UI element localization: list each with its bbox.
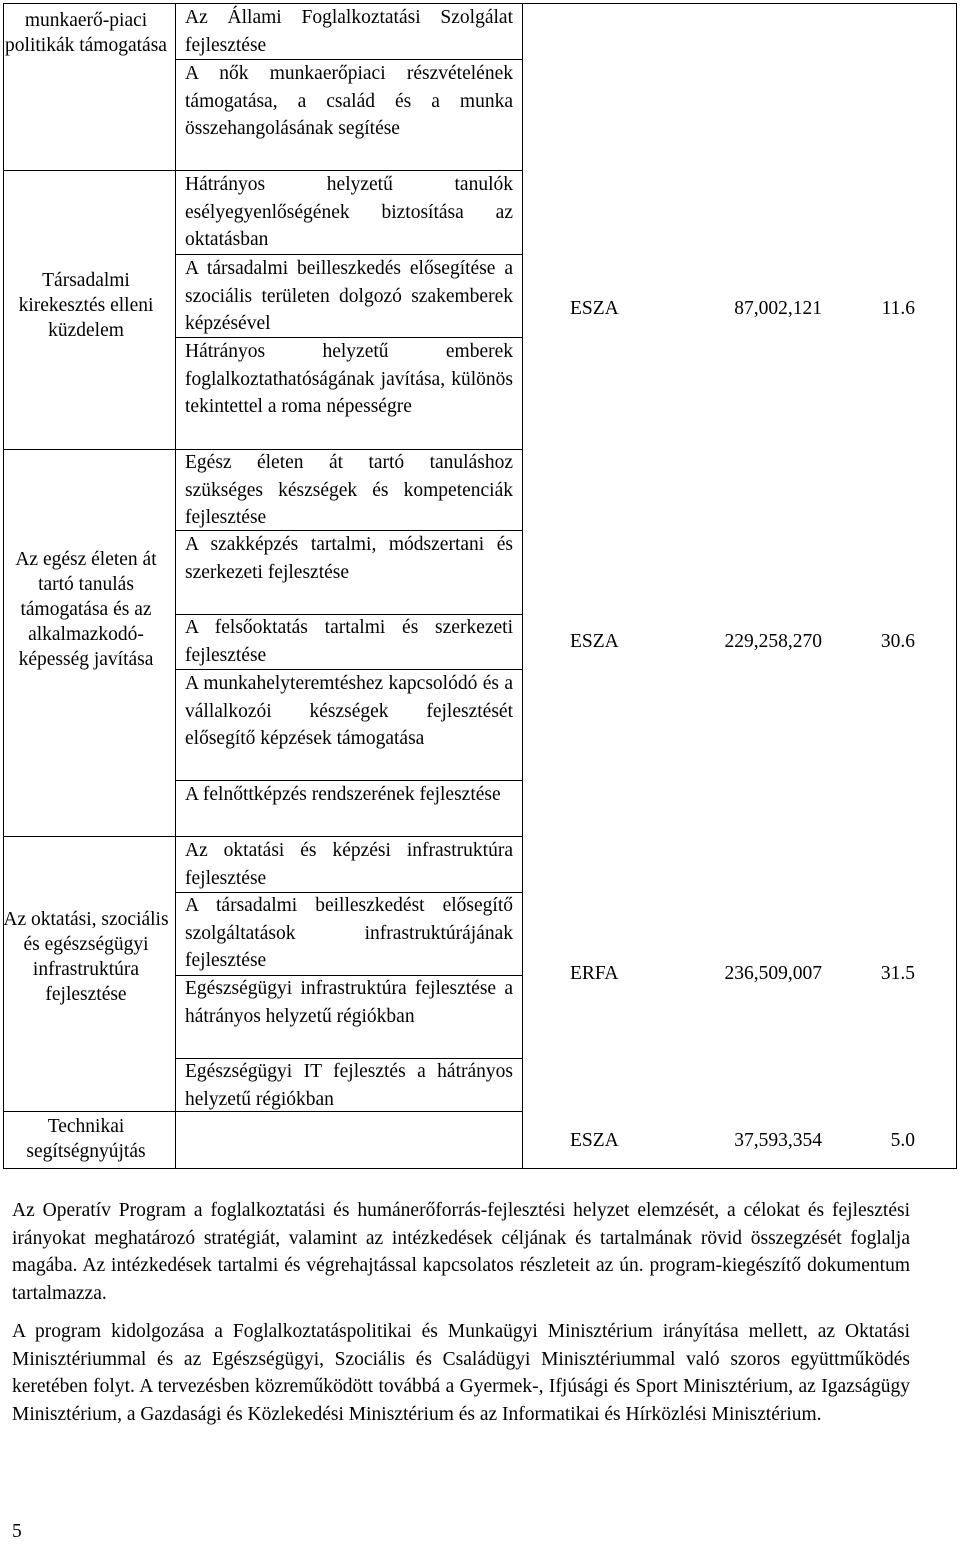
measure-cell: Az oktatási és képzési infrastruktúra fejlesztése	[185, 840, 513, 889]
measure-cell: A felsőoktatás tartalmi és szerkezeti fejlesztése	[185, 617, 513, 666]
priority-divider	[3, 170, 175, 171]
priority-cell: Az oktatási, szociális és egészségügyi infrastruktúra fejlesztése	[3, 909, 169, 1005]
measure-cell: A szakképzés tartalmi, módszertani és szerkezeti fejlesztése	[185, 534, 513, 583]
priority-divider	[3, 1111, 175, 1112]
fund-share: 30.6	[880, 631, 915, 652]
page-number: 5	[12, 1521, 22, 1542]
measure-cell: Az Állami Foglalkoztatási Szolgálat fejlesztése	[185, 7, 513, 56]
priority-divider	[3, 836, 175, 837]
fund-share: 31.5	[880, 963, 915, 984]
fund-amount: 37,593,354	[734, 1130, 822, 1151]
fund-amount: 236,509,007	[724, 963, 822, 984]
priority-cell: Társadalmi kirekesztés elleni küzdelem	[18, 270, 154, 341]
measure-cell: A nők munkaerőpiaci részvételének támogatása, a család és a munka összehangolásának segítése	[185, 63, 513, 139]
column-divider-1	[175, 3, 176, 1169]
body-paragraph: A program kidolgozása a Foglalkoztatáspolitikai és Munkaügyi Minisztérium irányítása mellett, az Oktatási Minisztériummal és az Egészségügyi, Szociális és Családügyi Minisztériummal való szoros együttműködés keretében folyt. A tervezésben közreműködött továbbá a Gyermek-, Ifjúsági és Sport Minisztérium, az Igazságügy Minisztérium, a Gazdasági és Közlekedési Minisztérium és az Informatikai és Hírközlési Minisztérium.	[12, 1321, 910, 1425]
measure-cell: Egészségügyi IT fejlesztés a hátrányos helyzetű régiókban	[185, 1061, 513, 1110]
priority-cell: Technikai segítségnyújtás	[26, 1116, 146, 1162]
fund-name: ESZA	[570, 298, 619, 319]
measure-cell: A felnőttképzés rendszerének fejlesztése	[185, 784, 501, 805]
fund-amount: 229,258,270	[724, 631, 822, 652]
fund-share: 5.0	[890, 1130, 915, 1151]
fund-amount: 87,002,121	[734, 298, 822, 319]
body-paragraph: Az Operatív Program a foglalkoztatási és humánerőforrás-fejlesztési helyzet elemzését, a célokat és fejlesztési irányokat meghatározó stratégiát, valamint az intézkedések céljának és tartalmának rövid összegzését foglalja magába. Az intézkedések tartalmi és végrehajtással kapcsolatos részleteit az ún. program-kiegészítő dokumentum tartalmazza.	[12, 1200, 910, 1304]
measure-cell: Hátrányos helyzetű emberek foglalkoztathatóságának javítása, különös tekintettel a roma népességre	[185, 341, 513, 417]
measure-cell: A társadalmi beilleszkedést elősegítő szolgáltatások infrastruktúrájának fejlesztése	[185, 895, 513, 971]
measure-cell: Hátrányos helyzetű tanulók esélyegyenlőségének biztosítása az oktatásban	[185, 174, 513, 250]
measure-cell: A társadalmi beilleszkedés elősegítése a szociális területen dolgozó szakemberek képzésével	[185, 258, 513, 334]
fund-name: ESZA	[570, 631, 619, 652]
fund-name: ERFA	[570, 963, 619, 984]
fund-name: ESZA	[570, 1130, 619, 1151]
table-bottom-border	[3, 1168, 957, 1169]
priority-cell: Az egész életen át tartó tanulás támogatása és az alkalmazkodó-képesség javítása	[15, 549, 157, 670]
measure-cell: Egész életen át tartó tanuláshoz szükséges készségek és kompetenciák fejlesztése	[185, 452, 513, 528]
priority-cell: munkaerő-piaci politikák támogatása	[5, 10, 167, 56]
table-right-border	[956, 3, 957, 1169]
measure-cell: Egészségügyi infrastruktúra fejlesztése a hátrányos helyzetű régiókban	[185, 978, 513, 1027]
measure-cell: A munkahelyteremtéshez kapcsolódó és a vállalkozói készségek fejlesztését elősegítő képzések támogatása	[185, 673, 513, 749]
fund-share: 11.6	[881, 298, 915, 319]
column-divider-2	[522, 3, 523, 1169]
priority-divider	[3, 449, 175, 450]
